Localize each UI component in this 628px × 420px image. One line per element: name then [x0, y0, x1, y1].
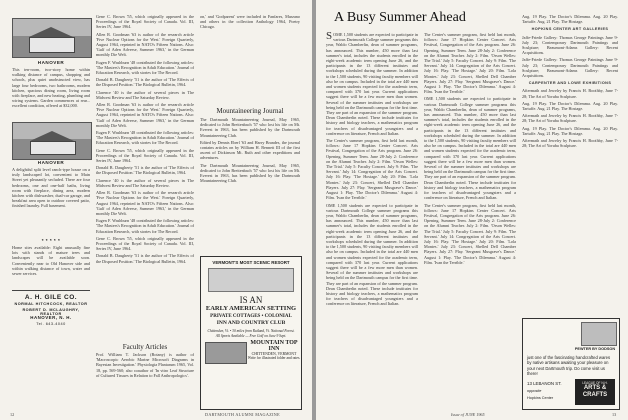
realty-company: A. H. GILE CO. — [24, 294, 78, 301]
ad-photo — [205, 342, 247, 364]
article-column-2 — [424, 32, 516, 406]
realty-phone: Tel. 643-4040 — [36, 322, 66, 326]
pewter-image — [581, 322, 617, 346]
ad-name: MOUNTAIN TOP INN — [250, 340, 298, 353]
ad-sketch — [208, 268, 294, 292]
league-logo — [575, 379, 615, 405]
house-photo-bottom — [12, 122, 92, 160]
right-issue-date: Issue of JUNE 1965 — [451, 412, 485, 417]
paragraph: Gene C. Brown '55, which originally appeared in the Proceedings of the Royal Society of Canada. Vol. III, Series IV, June 1964. — [96, 147, 194, 164]
pewter-body: just one of the fascinating handcrafted wares by native artisans awaiting your pleasure on your next Dartmouth trip. Do come visit us there! — [527, 355, 611, 377]
left-page — [0, 0, 312, 420]
paragraph: The Dartmouth Mountaineering Journal, May 1965, dedicated to John Breitenbach '57 who lost his life on Mt. Everest in 1963, has been published by the Dartmouth Mountaineering Club. — [200, 162, 300, 184]
paragraph: The Center's summer program, first held last month, follows: June 17 Hopkins Center Concert. Arts Festival, Congregation of the Arts program. June 26: Opening, Summer Term. June 28-July 2: Conference on the Alumni Teacher. July 2: Film. 'Orson Welles: The Trial.' July 5: Faculty Concert. July 9: Film. 'The Servant.' July 14: Congregation of the Arts Concert. July 16: Play. 'The Hostage.' July 20: Film. 'Lola Montes.' July 23: Concert, Shelled Dell Chamber Players. July 27: Play. 'Sergeant Musgrave's Dance.' August 1: Play. 'The Doctor's Dilemma.' August 4: Film. 'Ivan the Terrible.' — [326, 138, 418, 201]
article-headline: A Busy Summer Ahead — [334, 10, 466, 25]
paragraph: OME 1,500 students are expected to participate in various Dartmouth College summer programs this year, Waldo Chamberlin, dean of summer programs, has announced. This number, 450 more than last summer's total, includes the students enrolled in the eight-week academic term opening June 26, and the participants in the 13 different institutes and workshops scheduled during the summer. In addition to the 1,500 students, 90 visiting faculty members will also be on campus. Included in the total are 440 men and women students expected for the academic term, compared with 370 last year. Current applications suggest there will be a few more men than women. Several of the summer institutes and workshops are being held on the Dartmouth campus for the first time. They are part of an expansion of the summer program. Dean Chamberlin noted. These include institutes for history and biology teachers, a mathematics program for teachers of disadvantaged youngsters and a conference on literature, French and Italian. — [424, 96, 516, 201]
paragraph: Gene C. Brown '55, which originally appeared in the Proceedings of the Royal Society of Canada. Vol. III, Series IV, June 1964. — [96, 14, 194, 30]
realty-text-3: Home sites available: Eight unusually fine lots with stands of mature trees and landscapes will be available soon. Conveniently near to Old Hanover side and within walking distance of town, water and sewer services. — [12, 245, 90, 277]
paragraph: Jaffe-Friede Gallery: Thomas George Paintings June 9-July 23; Contemporary Dartmouth Paintings and Sculpture; Beaumont-Adams Gallery: Recent Acquisitions. — [522, 34, 618, 56]
right-page-number: 13 — [612, 412, 617, 417]
paragraph: Allen R. Goodman '63 is author of the research article 'Five Nuclear Options for the West.' Foreign Quarterly, August 1964, reprinted in NATO's Fifteen Nations. Also: 'Gulf of Aden Adverse, Summer 1963,' in the German monthly Die Welt. — [96, 102, 194, 128]
paragraph: Allen R. Goodman '63 is author of the research article 'Five Nuclear Options for the West.' Foreign Quarterly, August 1964, reprinted in NATO's Fifteen Nations. Also: 'Gulf of Aden Adverse, Summer 1963,' in the German monthly Die Welt. — [96, 190, 194, 216]
ad-line-4: INN AND COUNTRY CLUB — [216, 320, 286, 326]
ad-title: VERMONT'S MOST SCENIC RESORT — [212, 260, 290, 265]
paragraph: Aftermath and Jewelry by Francis H. Boothby, June 7-28; The Art of Yoruba Sculpture. — [522, 88, 618, 99]
ad-line-3: PRIVATE COTTAGES • COLONIAL — [210, 314, 292, 319]
paragraph: Allen R. Goodman '63 is author of the research article 'Five Nuclear Options for the West.' Foreign Quarterly, August 1964, reprinted in NATO's Fifteen Nations. Also: 'Gulf of Aden Adverse, Summer 1963,' in the German monthly Die Welt. — [96, 31, 194, 58]
right-column-intro: on,' and 'Godparent' were included in Fanfares, Marzano and others in the collection Anthology 1964, Poetry Chicago. — [200, 14, 300, 30]
article-body-1: OME 1,500 students are expected to participate in various Dartmouth College summer programs this year, Waldo Chamberlin, dean of summer programs, has announced. This number, 450 more than last summer's total, includes the students enrolled in the eight-week academic term opening June 26, and the participants in the 13 different institutes and workshops scheduled during the summer. In addition to the 1,500 students, 90 visiting faculty members will also be on campus. Included in the total are 440 men and women students expected for the academic term, compared with 370 last year. Current applications suggest there will be a few more men than women. Several of the summer institutes and workshops are being held on the Dartmouth campus for the first time. They are part of an expansion of the summer program. Dean Chamberlin noted. These include institutes for history and biology teachers, a mathematics program for teachers of disadvantaged youngsters and a conference on literature, French and Italian. — [326, 32, 418, 136]
paragraph: Edited by Dennis Eberl '63 and Harry Brandes, the journal contains articles on by William H. Bennett III of the first ascent of Dickinson Mt. Ruth and other expeditions and adventures. — [200, 139, 300, 161]
mountaineering-heading: Mountaineering Journal — [216, 107, 284, 115]
house-body — [30, 141, 76, 155]
paragraph: OME 1,500 students are expected to participate in various Dartmouth College summer programs this year, Waldo Chamberlin, dean of summer programs, has announced. This number, 450 more than last summer's total, includes the students enrolled in the eight-week academic term opening June 26, and the participants in the 13 different institutes and workshops scheduled during the summer. In addition to the 1,500 students, 90 visiting faculty members will also be on campus. Included in the total are 440 men and women students expected for the academic term, compared with 370 last year. Current applications suggest there will be a few more men than women. Several of the summer institutes and workshops are being held on the Dartmouth campus for the first time. They are part of an expansion of the summer program. Dean Chamberlin noted. These include institutes for history and biology teachers, a mathematics program for teachers of disadvantaged youngsters and a conference on literature, French and Italian. — [326, 202, 418, 307]
house-photo-top — [12, 18, 92, 58]
realty-agency: NORMAL HITCHCOCK, REALTOR — [14, 302, 88, 306]
paragraph: The Center's summer program, first held last month, follows: June 17 Hopkins Center Concert. Arts Festival, Congregation of the Arts program. June 26: Opening, Summer Term. June 28-July 2: Conference on the Alumni Teacher. July 2: Film. 'Orson Welles: The Trial.' July 5: Faculty Concert. July 9: Film. 'The Servant.' July 14: Congregation of the Arts Concert. July 16: Play. 'The Hostage.' July 20: Film. 'Lola Montes.' July 23: Concert, Shelled Dell Chamber Players. July 27: Play. 'Sergeant Musgrave's Dance.' August 1: Play. 'The Doctor's Dilemma.' August 4: Film. 'Ivan the Terrible.' — [424, 32, 516, 95]
middle-column-top — [96, 14, 194, 304]
league-label: LEAGUE OF N.H. — [582, 381, 608, 385]
house-roof — [30, 131, 74, 141]
left-magazine-title: DARTMOUTH ALUMNI MAGAZINE — [205, 412, 280, 417]
ad-place: CHITTENDEN, VERMONT — [251, 352, 297, 357]
ad-line-2: EARLY AMERICAN SETTING — [205, 305, 297, 312]
paragraph: Donald B. Daugherty '51 is the author of 'The Effects of the Disposed Position.' The Biological Bulletin, 1964. — [96, 77, 194, 88]
realty-agent: ROBERT D. MCLAUGHRY, REALTOR — [22, 308, 80, 316]
paragraph: Aug. 19 Play. The Doctor's Dilemma. Aug. 20 Play. Tartuffe. Aug. 21 Play. The Hostage. — [522, 100, 618, 112]
mountain-top-inn-ad — [200, 256, 302, 410]
faculty-articles-heading: Faculty Articles — [122, 343, 168, 351]
league-wordmark: ARTS & CRAFTS — [582, 385, 608, 398]
ad-line-1: IS AN — [239, 295, 263, 305]
paragraph: Clarence '40 is the author of several pieces in The Midwest Review and The Saturday Review. — [96, 89, 194, 100]
shop-opposite: opposite — [527, 389, 542, 393]
paragraph: Gene C. Brown '55, which originally appeared in the Proceedings of the Royal Society of Canada. Vol. III, Series IV, June 1964. — [96, 235, 194, 252]
paragraph: Aftermath and Jewelry by Francis H. Boothby, June 7-28; The Art of Yoruba Sculpture. — [522, 138, 618, 149]
exhibitions-subhead: CARPENTER AND LOWE EXHIBITIONS — [528, 81, 612, 86]
left-page-number: 12 — [10, 412, 15, 417]
pewter-ad — [522, 318, 620, 410]
mountaineering-body — [200, 117, 300, 239]
ad-small-text: Chittenden, Vt. • 30 miles from Rutland, Vt. National Forest. All Sports Available — Free Golf on June 9 Sept. — [207, 329, 295, 338]
paragraph: Clarence '40 is the author of several pieces in The Midwest Review and The Saturday Review. — [96, 177, 194, 188]
realty-town: HANOVER, N. H. — [30, 315, 72, 320]
shop-address: 13 LEBANON ST. — [527, 381, 562, 386]
ad-contact: Write for illustrated folder and rates. — [247, 356, 301, 361]
realty-separator: * * * * * — [41, 238, 61, 243]
article-column-3 — [522, 14, 618, 314]
realty-text-2: A delightful split level ranch-type house on a truly landscaped lot, convenient to Main Street yet pleasantly secluded. There are four bedrooms, one and one-half baths, living room with fireplace, dining area, modern kitchen with dishwasher, dual-car garage, and breakfast area open to outdoor covered patio, finished laundry. Full basement. — [12, 167, 90, 209]
paragraph: Eugen F. Washburn '48 contributed the following articles: 'The Masters's Recognition in Adult Education.' Journal of Education Research, with stories for The Record. — [96, 130, 194, 146]
shop-landmark: Hopkins Center — [527, 396, 554, 400]
paragraph: The Center's summer program, first held last month, follows: June 17 Hopkins Center Concert. Arts Festival, Congregation of the Arts program. June 26: Opening, Summer Term. June 28-July 2: Conference on the Alumni Teacher. July 2: Film. 'Orson Welles: The Trial.' July 5: Faculty Concert. July 9: Film. 'The Servant.' July 14: Congregation of the Arts Concert. July 16: Play. 'The Hostage.' July 20: Film. 'Lola Montes.' July 23: Concert, Shelled Dell Chamber Players. July 27: Play. 'Sergeant Musgrave's Dance.' August 1: Play. 'The Doctor's Dilemma.' August 4: Film. 'Ivan the Terrible.' — [424, 202, 516, 265]
paragraph: Aug. 19 Play. The Doctor's Dilemma. Aug. 20 Play. Tartuffe. Aug. 21 Play. The Hostage. — [522, 125, 618, 136]
galleries-subhead: HOPKINS CENTER ART GALLERIES — [531, 27, 609, 32]
paragraph: Eugen F. Washburn '48 contributed the following articles: 'The Masters's Recognition in Adult Education.' Journal of Education Research, with stories for The Record. — [96, 59, 194, 76]
drop-cap: S — [326, 32, 333, 42]
paragraph: Donald B. Daugherty '51 is the author of 'The Effects of the Disposed Position.' The Biological Bulletin, 1964. — [96, 165, 194, 176]
paragraph: Eugen F. Washburn '48 contributed the following articles: 'The Masters's Recognition in Adult Education.' Journal of Education Research, with stories for The Record. — [96, 218, 194, 234]
paragraph: Aug. 19 Play. The Doctor's Dilemma. Aug. 20 Play. Tartuffe. Aug. 21 Play. The Hostage. — [522, 14, 618, 25]
faculty-articles-body: Prof. William T. Jackson (Botany) is author of 'Macroscopic Aerobic Marine Microsoft Diagrams in Bayesian Investigation.' Physiologia Plantarum 1965, Vol. 18, pp. 569-560; also coauthor of 'In vitro Leaf Structure of Cultured Tissues in Relation to Fall Anthropologics'. — [96, 352, 194, 378]
paragraph: Aftermath and Jewelry by Francis H. Boothby, June 7-28; The Art of Yoruba Sculpture. — [522, 113, 618, 124]
house-roof — [29, 27, 73, 37]
realty-heading-bottom: HANOVER — [37, 160, 65, 165]
article-column-1 — [326, 32, 418, 406]
paragraph: Donald B. Daugherty '51 is the author of 'The Effects of the Disposed Position.' The Biological Bulletin, 1964. — [96, 253, 194, 264]
realty-text-1: This ten-room, two-story home within walking distance of campus, shopping and schools, plus quiet unobstructed view, has large four bedrooms, two bathrooms, modern kitchen, spacious dining room, living room with fireplace, and new heating, plumbing and wiring systems. Garden commences at rear... excellent condition, offered at $32,000. — [12, 67, 90, 109]
pewter-title: PEWTER BY DODSON — [574, 347, 616, 351]
realty-heading-top: HANOVER — [37, 60, 65, 65]
realty-rule — [12, 290, 90, 291]
right-page — [316, 0, 628, 420]
house-body — [29, 37, 75, 53]
paragraph: Jaffe-Friede Gallery: Thomas George Paintings June 9-July 23; Contemporary Dartmouth Paintings and Sculpture; Beaumont-Adams Gallery: Recent Acquisitions. — [522, 57, 618, 79]
paragraph: The Dartmouth Mountaineering Journal, May 1965, dedicated to John Breitenbach '57 who lost his life on Mt. Everest in 1963, has been published by the Dartmouth Mountaineering Club. — [200, 117, 300, 138]
